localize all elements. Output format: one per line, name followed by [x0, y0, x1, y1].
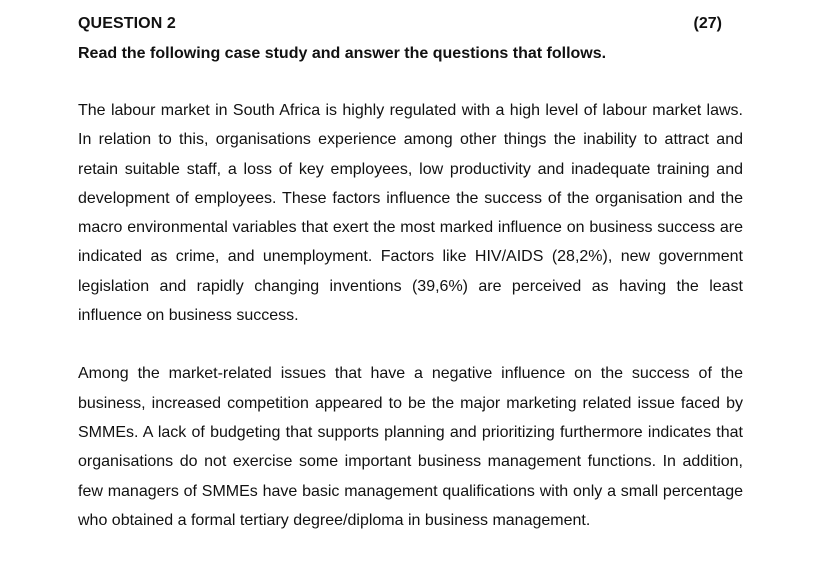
question-instruction: Read the following case study and answer the questions that follows. — [78, 45, 607, 62]
case-study-paragraph-1: The labour market in South Africa is highly regulated with a high level of labour market laws. In relation to this, organisations experience among other things the inability to attract and retain suitable staff, a loss of key employees, low productivity and inadequate training and development of employees. These factors influence the success of the organisation and the macro environmental variables that exert the most marked influence on business success are indicated as crime, and unemployment. Factors like HIV/AIDS (28,2%), new government legislation and rapidly changing inventions (39,6%) are perceived as having the least influence on business success. — [78, 102, 743, 325]
question-title: QUESTION 2 — [78, 15, 176, 32]
question-marks: (27) — [693, 15, 722, 32]
document-page — [78, 12, 743, 535]
question-header — [78, 12, 743, 36]
case-study-paragraph-2: Among the market-related issues that have a negative influence on the success of the business, increased competition appeared to be the major marketing related issue faced by SMMEs. A lack of budgeting that supports planning and prioritizing furthermore indicates that organisations do not exercise some important business management functions. In addition, few managers of SMMEs have basic management qualifications with only a small percentage who obtained a formal tertiary degree/diploma in business management. — [78, 365, 743, 529]
